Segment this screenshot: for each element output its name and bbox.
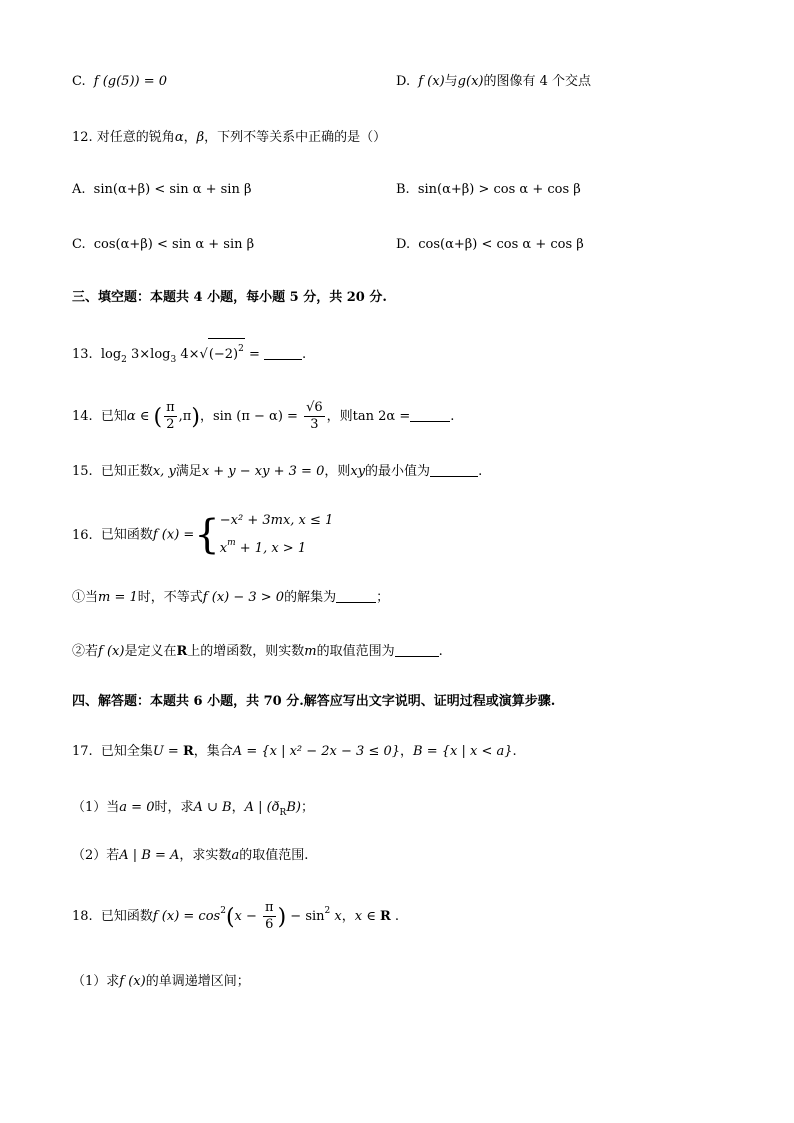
option-label: D. <box>396 237 411 252</box>
expr: R <box>182 744 194 759</box>
expr: m = 1 <box>98 590 138 605</box>
text: . <box>478 464 483 479</box>
q17 <box>72 742 517 762</box>
expr: A ∪ B <box>193 800 232 815</box>
text: （1）当 <box>72 800 120 815</box>
text: ，集合 <box>193 744 233 759</box>
expr: U = <box>152 744 183 759</box>
text: . <box>302 347 307 362</box>
question-number: 15. <box>72 464 93 479</box>
expr: R <box>379 909 391 924</box>
question-number: 17. <box>72 744 93 759</box>
superscript: 2 <box>220 906 226 916</box>
expr: α ∈ <box>126 409 154 424</box>
expr: f (x) <box>418 74 445 89</box>
text: （2）若 <box>72 848 120 863</box>
case: −x² + 3mx, x ≤ 1 <box>219 513 334 528</box>
text: 时，不等式 <box>137 590 203 605</box>
text: 已知正数 <box>100 464 153 479</box>
number: 4 <box>539 74 548 89</box>
text: . <box>390 909 400 924</box>
option-expr: cos(α+β) < sin α + sin β <box>93 237 255 252</box>
paren: ) <box>191 405 200 430</box>
expr: B) <box>286 800 301 815</box>
expr: R <box>176 644 188 659</box>
text: 是定义在 <box>124 644 177 659</box>
expr: 3×log <box>126 347 171 362</box>
subscript: 3 <box>170 355 177 365</box>
q11-option-c <box>72 72 167 92</box>
expr: = <box>244 347 265 362</box>
expr: − sin <box>286 909 325 924</box>
paren: ( <box>153 405 163 430</box>
text: 已知函数 <box>100 909 153 924</box>
text: ②若 <box>72 644 99 659</box>
q12-stem <box>72 128 386 148</box>
q17-part1 <box>72 798 314 823</box>
text: ， <box>400 744 414 759</box>
expr: g(x) <box>457 74 484 89</box>
option-label: C. <box>72 237 86 252</box>
question-number: 16. <box>72 527 93 543</box>
text: . <box>450 409 455 424</box>
q12-option-c <box>72 235 254 255</box>
option-expr: f (g(5)) = 0 <box>93 74 168 89</box>
expr: xy <box>350 464 366 479</box>
text: 时，求 <box>154 800 194 815</box>
text: 的单调递增区间； <box>145 974 250 989</box>
q15 <box>72 462 482 482</box>
text: 的最小值为 <box>365 464 431 479</box>
expr: f (x) = <box>152 527 195 543</box>
text: 已知全集 <box>100 744 153 759</box>
text: . <box>512 744 517 759</box>
q12-option-d <box>396 235 584 255</box>
expr: x <box>219 541 228 556</box>
question-number: 13. <box>72 347 93 362</box>
option-label: B. <box>396 182 410 197</box>
q12-option-a <box>72 180 251 200</box>
numerator: π <box>265 900 274 915</box>
text: ①当 <box>72 590 99 605</box>
paren: ( <box>225 905 235 930</box>
paren: ) <box>277 905 287 930</box>
q12-option-b <box>396 180 581 200</box>
question-number: 18. <box>72 909 93 924</box>
text: 与 <box>444 74 458 89</box>
text: ， <box>199 409 213 424</box>
expr: B = {x | x < a} <box>413 744 513 759</box>
piecewise-cases <box>220 510 334 560</box>
option-expr: cos(α+β) < cos α + cos β <box>418 237 584 252</box>
expr: A | (ð <box>244 800 280 815</box>
expr: f (x) <box>119 974 146 989</box>
option-expr: sin(α+β) < sin α + sin β <box>93 182 252 197</box>
numerator: √6 <box>306 400 323 415</box>
fraction <box>263 900 276 933</box>
expr: ,π <box>178 409 192 424</box>
text: ，下列不等关系中正确的是（） <box>204 130 387 145</box>
option-label: A. <box>72 182 86 197</box>
expr: a = 0 <box>119 800 155 815</box>
expr: x <box>330 909 342 924</box>
expr: + 1, x > 1 <box>235 541 307 556</box>
radical-sign: √ <box>199 347 208 362</box>
section-heading-fill-in: 三、填空题：本题共 4 小题，每小题 5 分，共 20 分. <box>72 290 387 305</box>
brace: { <box>194 512 220 558</box>
text: 的图像有 <box>483 74 536 89</box>
q18 <box>72 900 399 933</box>
subscript: R <box>279 808 287 818</box>
expr: f (x) <box>98 644 125 659</box>
q16 <box>72 510 333 560</box>
text: 上的增函数，则实数 <box>187 644 305 659</box>
superscript: 2 <box>324 906 331 916</box>
expr: log <box>100 347 122 362</box>
numerator: π <box>166 400 175 415</box>
text: 的解集为 <box>284 590 337 605</box>
expr: A | B = A <box>119 848 180 863</box>
text: ，求实数 <box>179 848 232 863</box>
fraction <box>164 400 177 433</box>
alpha-symbol: α <box>174 130 184 145</box>
expr: x − <box>234 909 262 924</box>
text: . <box>438 644 443 659</box>
text: 已知函数 <box>100 527 153 543</box>
q13 <box>72 338 306 370</box>
case <box>220 532 334 560</box>
expr: (−2) <box>208 347 239 362</box>
answer-blank[interactable] <box>395 644 439 657</box>
superscript: m <box>227 538 236 548</box>
text: 12. 对任意的锐角 <box>72 130 175 145</box>
option-label: D. <box>396 74 411 89</box>
expr: A = {x | x² − 2x − 3 ≤ 0} <box>232 744 401 759</box>
expr: 4× <box>176 347 200 362</box>
expr: x + y − xy + 3 = 0 <box>201 464 325 479</box>
expr: x ∈ <box>354 909 380 924</box>
expr: a <box>231 848 240 863</box>
text: 的取值范围. <box>239 848 309 863</box>
text: ， <box>231 800 245 815</box>
option-label: C. <box>72 74 86 89</box>
q14 <box>72 400 454 433</box>
answer-blank[interactable] <box>336 590 376 603</box>
q16-part1 <box>72 588 389 608</box>
expr: sin (π − α) = <box>212 409 303 424</box>
answer-blank[interactable] <box>264 347 302 360</box>
text: ，则 <box>324 464 351 479</box>
denominator: 2 <box>166 417 175 432</box>
q17-part2 <box>72 846 308 866</box>
text: 的取值范围为 <box>316 644 395 659</box>
text: ， <box>341 909 355 924</box>
text: ； <box>300 800 314 815</box>
text: 满足 <box>175 464 202 479</box>
answer-blank[interactable] <box>430 464 478 477</box>
superscript: 2 <box>238 344 244 354</box>
radicand <box>208 338 245 365</box>
expr: tan 2α = <box>352 409 411 424</box>
denominator: 6 <box>265 917 274 932</box>
question-number: 14. <box>72 409 93 424</box>
expr: f (x) − 3 > 0 <box>202 590 285 605</box>
q18-part1 <box>72 972 250 992</box>
option-expr: sin(α+β) > cos α + cos β <box>417 182 581 197</box>
expr: m <box>304 644 317 659</box>
denominator: 3 <box>310 417 319 432</box>
expr: f (x) = cos <box>152 909 221 924</box>
q16-part2 <box>72 642 443 662</box>
text: 已知 <box>100 409 127 424</box>
expr: x, y <box>152 464 176 479</box>
text: 个交点 <box>552 74 592 89</box>
beta-symbol: β <box>196 130 205 145</box>
text: ， <box>183 130 197 145</box>
answer-blank[interactable] <box>410 409 450 422</box>
section-heading-solutions: 四、解答题：本题共 6 小题，共 70 分.解答应写出文字说明、证明过程或演算步骤. <box>72 694 556 709</box>
subscript: 2 <box>121 355 127 365</box>
text: ； <box>376 590 390 605</box>
fraction <box>304 400 325 433</box>
text: （1）求 <box>72 974 120 989</box>
q11-option-d <box>396 72 591 92</box>
text: ，则 <box>326 409 353 424</box>
